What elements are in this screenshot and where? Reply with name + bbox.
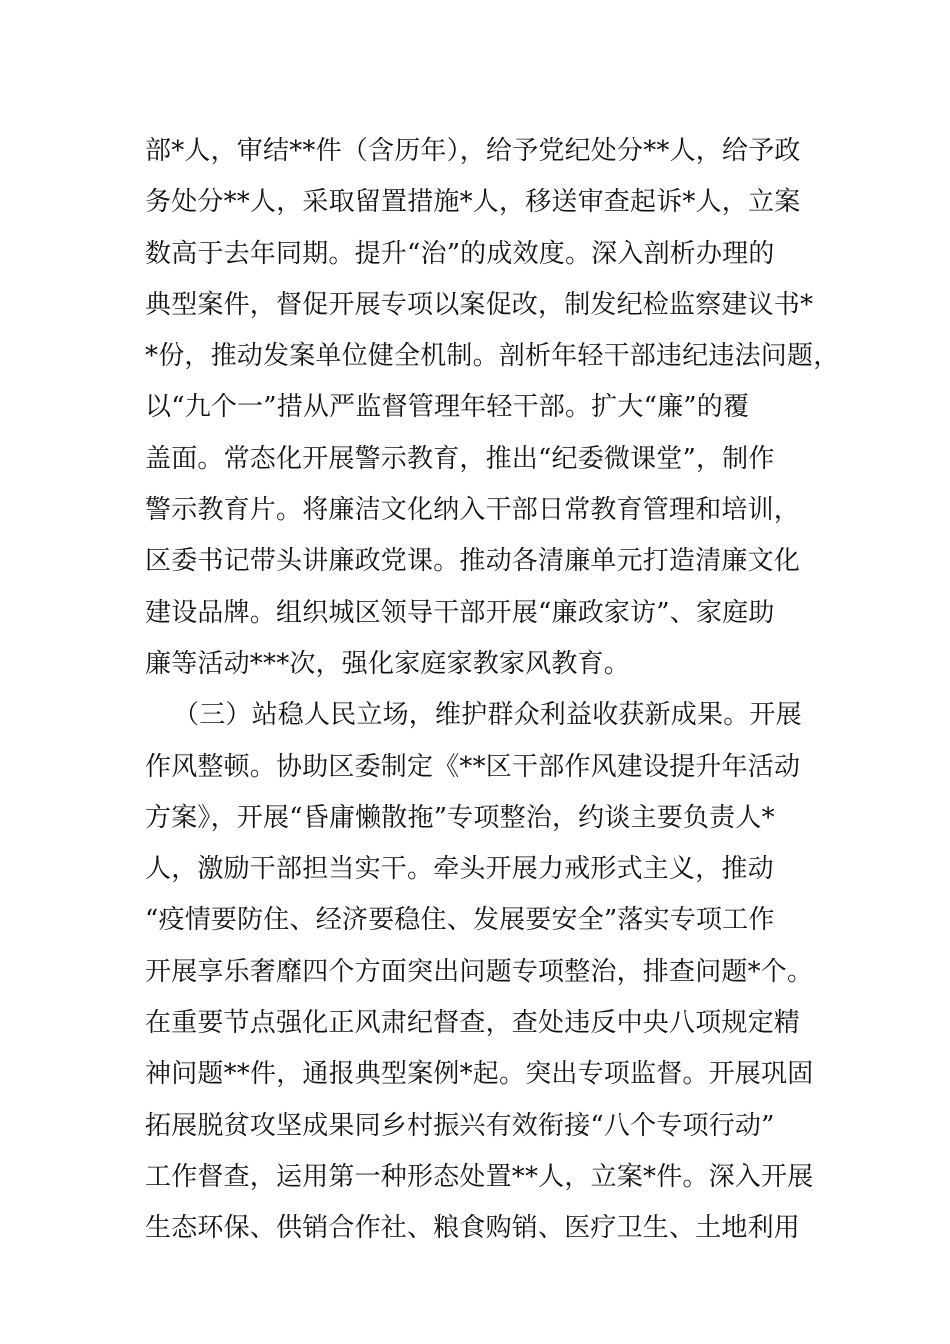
text-line: “疫情要防住、经济要稳住、发展要安全”落实专项工作 bbox=[145, 905, 775, 936]
text-line: *份，推动发案单位健全机制。剖析年轻干部违纪违法问题， bbox=[145, 341, 840, 372]
text-line: 方案》，开展“昏庸懒散拖”专项整治，约谈主要负责人* bbox=[145, 802, 775, 833]
section-heading-line: （三）站稳人民立场，维护群众利益收获新成果。开展 bbox=[173, 700, 802, 731]
text-line: 工作督查，运用第一种形态处置**人，立案*件。深入开展 bbox=[145, 1161, 814, 1192]
text-line: 务处分**人，采取留置措施*人，移送审查起诉*人，立案 bbox=[145, 187, 801, 218]
body-text bbox=[145, 126, 840, 1255]
text-line: 廉等活动***次，强化家庭家教家风教育。 bbox=[145, 648, 631, 679]
text-line: 拓展脱贫攻坚成果同乡村振兴有效衔接“八个专项行动” bbox=[145, 1110, 775, 1141]
text-line: 以“九个一”措从严监督管理年轻干部。扩大“廉”的覆 bbox=[145, 392, 750, 423]
text-line: 人，激励干部担当实干。牵头开展力戒形式主义，推动 bbox=[145, 854, 774, 885]
text-line: 区委书记带头讲廉政党课。推动各清廉单元打造清廉文化 bbox=[145, 546, 801, 577]
text-line: 神问题**件，通报典型案例*起。突出专项监督。开展巩固 bbox=[145, 1059, 814, 1090]
text-line: 典型案件，督促开展专项以案促改，制发纪检监察建议书* bbox=[145, 289, 814, 320]
text-line: 建设品牌。组织城区领导干部开展“廉政家访”、家庭助 bbox=[145, 597, 775, 628]
text-line: 数高于去年同期。提升“治”的成效度。深入剖析办理的 bbox=[145, 238, 775, 269]
text-line: 在重要节点强化正风肃纪督查，查处违反中央八项规定精 bbox=[145, 1008, 801, 1039]
text-line: 作风整顿。协助区委制定《**区干部作风建设提升年活动 bbox=[145, 751, 801, 782]
text-line: 盖面。常态化开展警示教育，推出“纪委微课堂”，制作 bbox=[145, 443, 775, 474]
text-line: 部*人，审结**件（含历年），给予党纪处分**人，给予政 bbox=[145, 136, 801, 166]
text-line: 生态环保、供销合作社、粮食购销、医疗卫生、土地利用 bbox=[145, 1213, 801, 1244]
text-line: 开展享乐奢靡四个方面突出问题专项整治，排查问题*个。 bbox=[145, 956, 814, 987]
text-line: 警示教育片。将廉洁文化纳入干部日常教育管理和培训， bbox=[145, 495, 801, 526]
